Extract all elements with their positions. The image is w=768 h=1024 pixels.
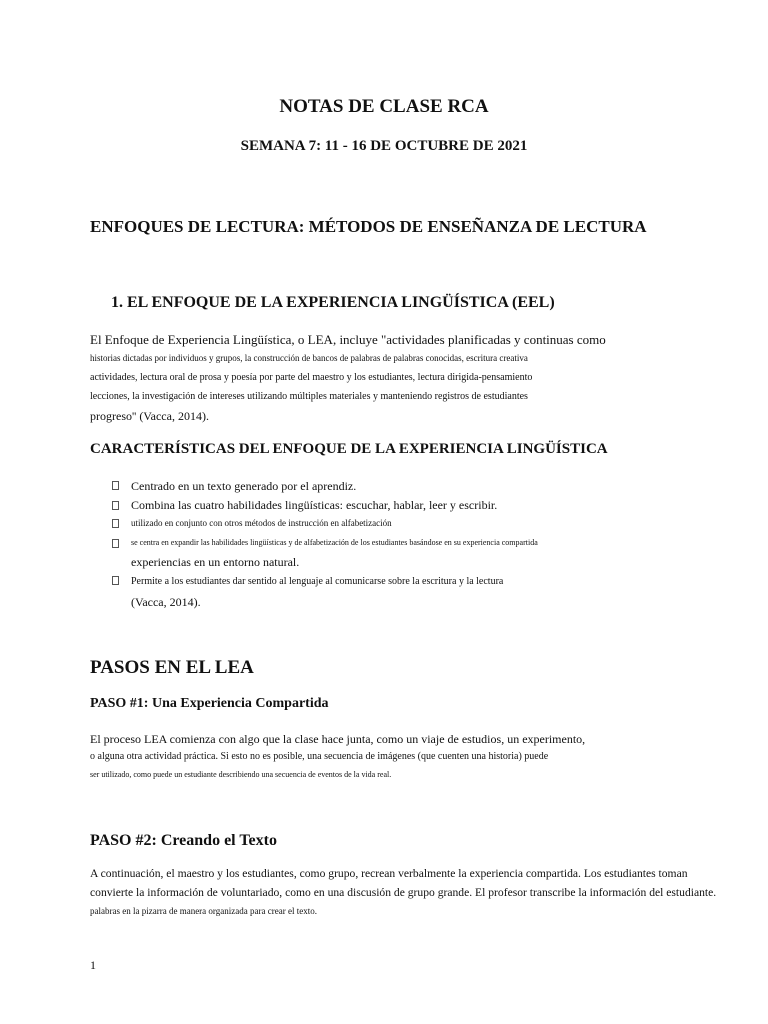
- list-item: Combina las cuatro habilidades lingüísticas: escuchar, hablar, leer y escribir.: [131, 498, 498, 512]
- list-item: utilizado en conjunto con otros métodos de instrucción en alfabetización: [131, 518, 392, 528]
- paragraph-line: actividades, lectura oral de prosa y poesía por parte del maestro y los estudiantes, lectura dirigida-pensamiento: [90, 372, 533, 383]
- paragraph-line: El Enfoque de Experiencia Lingüística, o LEA, incluye "actividades planificadas y continuas como: [90, 332, 606, 347]
- section2-heading: CARACTERÍSTICAS DEL ENFOQUE DE LA EXPERIENCIA LINGÜÍSTICA: [90, 441, 608, 457]
- page-number: 1: [90, 958, 96, 972]
- list-item: Centrado en un texto generado por el aprendiz.: [131, 479, 357, 493]
- bullet-icon: [112, 539, 119, 548]
- document-title: NOTAS DE CLASE RCA: [279, 96, 489, 117]
- bullet-icon: [112, 481, 119, 490]
- paragraph-line: convierte la información de voluntariado, como en una discusión de grupo grande. El profesor transcribe la información del estudiante.: [90, 886, 717, 899]
- paragraph-line: lecciones, la investigación de intereses utilizando múltiples materiales y manteniendo registros de estudiantes: [90, 391, 528, 402]
- bullet-icon: [112, 576, 119, 585]
- paragraph-line: o alguna otra actividad práctica. Si esto no es posible, una secuencia de imágenes (que cuenten una historia) puede: [90, 751, 549, 762]
- paragraph-line: A continuación, el maestro y los estudiantes, como grupo, recrean verbalmente la experiencia compartida. Los estudiantes toman: [90, 867, 688, 880]
- document-subtitle: SEMANA 7: 11 - 16 DE OCTUBRE DE 2021: [240, 138, 528, 154]
- list-item: se centra en expandir las habilidades lingüísticas y de alfabetización de los estudiantes basándose en su experiencia compartida: [131, 538, 538, 547]
- list-item: Permite a los estudiantes dar sentido al lenguaje al comunicarse sobre la escritura y la lectura: [131, 576, 504, 587]
- list-item-continuation: experiencias en un entorno natural.: [131, 555, 300, 569]
- bullet-icon: [112, 519, 119, 528]
- paragraph-line: progreso'' (Vacca, 2014).: [90, 409, 209, 423]
- list-item-continuation: (Vacca, 2014).: [131, 595, 201, 609]
- section1-heading: 1. EL ENFOQUE DE LA EXPERIENCIA LINGÜÍSTICA (EEL): [111, 294, 555, 311]
- paragraph-line: palabras en la pizarra de manera organizada para crear el texto.: [90, 906, 317, 916]
- bullet-icon: [112, 501, 119, 510]
- paragraph-line: ser utilizado, como puede un estudiante describiendo una secuencia de eventos de la vida real.: [90, 770, 392, 779]
- paragraph-line: historias dictadas por individuos y grupos, la construcción de bancos de palabras de palabras conocidas, escritura creativa: [90, 353, 528, 363]
- step1-heading: PASO #1: Una Experiencia Compartida: [90, 696, 329, 711]
- main-heading: ENFOQUES DE LECTURA: MÉTODOS DE ENSEÑANZA DE LECTURA: [90, 217, 647, 236]
- paragraph-line: El proceso LEA comienza con algo que la clase hace junta, como un viaje de estudios, un experimento,: [90, 732, 586, 746]
- steps-heading: PASOS EN EL LEA: [90, 657, 254, 678]
- step2-heading: PASO #2: Creando el Texto: [90, 832, 277, 849]
